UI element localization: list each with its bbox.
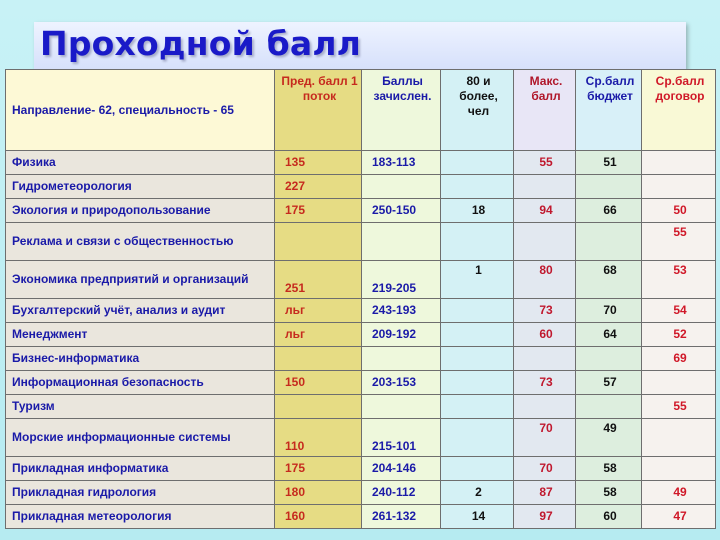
header-direction: Направление- 62, специальность - 65 (6, 70, 275, 151)
cell-range (362, 175, 441, 199)
passing-score-table (5, 69, 716, 529)
cell-name: Реклама и связи с общественностью (6, 223, 275, 261)
cell-pred: 227 (275, 175, 362, 199)
cell-range: 215-101 (362, 419, 441, 457)
cell-max: 80 (514, 261, 576, 299)
table-row (6, 481, 716, 505)
cell-avg-contract: 54 (642, 299, 716, 323)
cell-range: 183-113 (362, 151, 441, 175)
cell-avg-budget: 70 (576, 299, 642, 323)
cell-name: Экология и природопользование (6, 199, 275, 223)
cell-avg-budget: 51 (576, 151, 642, 175)
cell-avg-contract: 47 (642, 505, 716, 529)
cell-max (514, 223, 576, 261)
cell-name: Бизнес-информатика (6, 347, 275, 371)
cell-over80 (441, 457, 514, 481)
table-row (6, 175, 716, 199)
cell-max: 73 (514, 371, 576, 395)
cell-over80: 2 (441, 481, 514, 505)
cell-pred: 251 (275, 261, 362, 299)
cell-avg-contract: 52 (642, 323, 716, 347)
table-row (6, 505, 716, 529)
cell-over80 (441, 151, 514, 175)
cell-name: Менеджмент (6, 323, 275, 347)
header-scores: Баллы зачислен. (362, 70, 441, 151)
cell-name: Информационная безопасность (6, 371, 275, 395)
cell-avg-contract: 53 (642, 261, 716, 299)
cell-range: 204-146 (362, 457, 441, 481)
cell-pred: льг (275, 323, 362, 347)
header-over80: 80 и более, чел (441, 70, 514, 151)
cell-name: Прикладная гидрология (6, 481, 275, 505)
cell-max: 73 (514, 299, 576, 323)
cell-range: 261-132 (362, 505, 441, 529)
cell-range: 209-192 (362, 323, 441, 347)
cell-pred (275, 223, 362, 261)
cell-range: 219-205 (362, 261, 441, 299)
cell-pred: 110 (275, 419, 362, 457)
table-row (6, 223, 716, 261)
cell-name: Экономика предприятий и организаций (6, 261, 275, 299)
cell-max: 87 (514, 481, 576, 505)
cell-avg-contract (642, 419, 716, 457)
cell-pred: 180 (275, 481, 362, 505)
table-row (6, 457, 716, 481)
cell-max (514, 395, 576, 419)
cell-pred: 150 (275, 371, 362, 395)
table-row (6, 419, 716, 457)
cell-name: Бухгалтерский учёт, анализ и аудит (6, 299, 275, 323)
cell-over80: 1 (441, 261, 514, 299)
header-pred-ball: Пред. балл 1 поток (275, 70, 362, 151)
cell-over80 (441, 323, 514, 347)
cell-avg-budget (576, 223, 642, 261)
cell-name: Морские информационные системы (6, 419, 275, 457)
cell-avg-contract: 69 (642, 347, 716, 371)
cell-over80 (441, 223, 514, 261)
cell-avg-budget: 68 (576, 261, 642, 299)
cell-over80 (441, 371, 514, 395)
table-row (6, 371, 716, 395)
cell-over80 (441, 419, 514, 457)
cell-pred: 160 (275, 505, 362, 529)
table-row (6, 261, 716, 299)
cell-range: 203-153 (362, 371, 441, 395)
cell-avg-contract (642, 457, 716, 481)
cell-avg-budget (576, 395, 642, 419)
table-row (6, 199, 716, 223)
cell-range (362, 395, 441, 419)
cell-over80: 14 (441, 505, 514, 529)
cell-avg-contract (642, 151, 716, 175)
cell-pred: льг (275, 299, 362, 323)
cell-avg-budget: 58 (576, 457, 642, 481)
cell-name: Прикладная информатика (6, 457, 275, 481)
cell-over80: 18 (441, 199, 514, 223)
cell-name: Гидрометеорология (6, 175, 275, 199)
cell-avg-contract: 55 (642, 223, 716, 261)
cell-avg-budget: 49 (576, 419, 642, 457)
table-row (6, 151, 716, 175)
table-row (6, 395, 716, 419)
cell-avg-contract: 55 (642, 395, 716, 419)
cell-avg-contract (642, 371, 716, 395)
cell-avg-contract: 49 (642, 481, 716, 505)
cell-max: 94 (514, 199, 576, 223)
cell-over80 (441, 175, 514, 199)
cell-max: 55 (514, 151, 576, 175)
cell-avg-budget (576, 175, 642, 199)
cell-avg-contract (642, 175, 716, 199)
header-avg-contract: Ср.балл договор (642, 70, 716, 151)
cell-max (514, 347, 576, 371)
cell-avg-budget: 57 (576, 371, 642, 395)
cell-over80 (441, 395, 514, 419)
header-max: Макс. балл (514, 70, 576, 151)
cell-range (362, 347, 441, 371)
cell-avg-budget: 66 (576, 199, 642, 223)
cell-over80 (441, 299, 514, 323)
table-header-row (6, 70, 716, 151)
page-title: Проходной балл (40, 24, 362, 63)
cell-pred: 175 (275, 457, 362, 481)
cell-avg-budget (576, 347, 642, 371)
table-row (6, 347, 716, 371)
cell-range (362, 223, 441, 261)
table-row (6, 323, 716, 347)
header-avg-budget: Ср.балл бюджет (576, 70, 642, 151)
cell-pred (275, 347, 362, 371)
cell-avg-budget: 64 (576, 323, 642, 347)
cell-avg-contract: 50 (642, 199, 716, 223)
cell-max: 60 (514, 323, 576, 347)
cell-over80 (441, 347, 514, 371)
cell-max: 70 (514, 457, 576, 481)
cell-name: Туризм (6, 395, 275, 419)
cell-avg-budget: 60 (576, 505, 642, 529)
table-row (6, 299, 716, 323)
cell-max (514, 175, 576, 199)
cell-range: 243-193 (362, 299, 441, 323)
cell-max: 70 (514, 419, 576, 457)
cell-name: Прикладная метеорология (6, 505, 275, 529)
cell-range: 240-112 (362, 481, 441, 505)
cell-pred: 135 (275, 151, 362, 175)
cell-name: Физика (6, 151, 275, 175)
cell-avg-budget: 58 (576, 481, 642, 505)
cell-range: 250-150 (362, 199, 441, 223)
cell-pred (275, 395, 362, 419)
cell-max: 97 (514, 505, 576, 529)
cell-pred: 175 (275, 199, 362, 223)
